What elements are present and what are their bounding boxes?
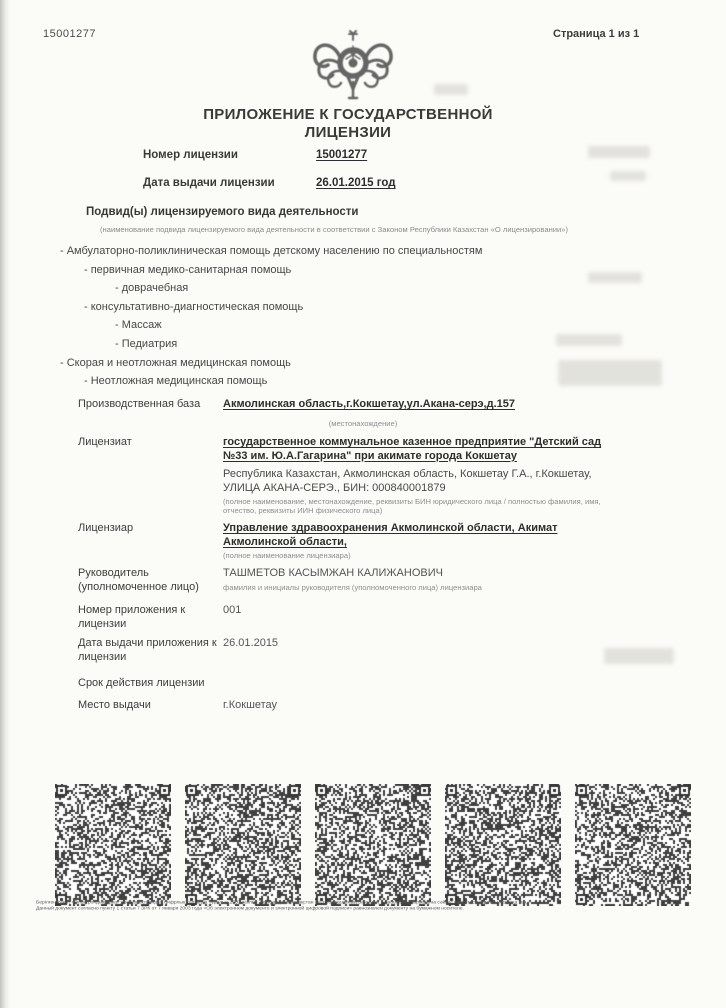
- licensor-row: [78, 522, 678, 560]
- issue-place-label: Место выдачи: [78, 699, 151, 711]
- license-number-value: 15001277: [316, 149, 368, 161]
- licensor-label: Лицензиар: [78, 522, 134, 534]
- appendix-date-label: Дата выдачи приложения к лицензии: [78, 637, 217, 663]
- license-number-row: [143, 149, 367, 161]
- footer-note-kk: Берілген құжат «Электрондық құжат және электрондық цифрлық қолтаңба туралы» 2003 жылғы 7 қаңтардағы Қазақстан Республикасының Заңының 7 бабының 1 тармағына сәйкес қағаз тасығыштағы құжатқа тең.: [36, 899, 528, 905]
- production-base-row: [78, 398, 678, 428]
- scan-smudge: [588, 146, 650, 158]
- subtype-item: - консультативно-диагностическая помощь: [84, 300, 304, 313]
- qr-stamp: [55, 784, 171, 906]
- subtype-item: - Амбулаторно-поликлиническая помощь детскому населению по специальностям: [60, 245, 483, 257]
- scan-edge-shadow: [0, 0, 10, 1008]
- kazakhstan-emblem-icon: [310, 30, 396, 106]
- licensee-address: Республика Казахстан, Акмолинская область, Кокшетау Г.А., г.Кокшетау, УЛИЦА АКАНА-СЕРЭ., БИН: 000840001879: [223, 468, 592, 494]
- issue-place-value: г.Кокшетау: [223, 699, 278, 711]
- scan-smudge: [610, 171, 646, 181]
- appendix-date-value: 26.01.2015: [223, 637, 279, 649]
- license-date-value: 26.01.2015 год: [316, 177, 396, 189]
- licensee-caption: (полное наименование, местонахождение, реквизиты БИН юридического лица / полностью фамилия, имя, отчество, реквизиты ИИН физического лица): [223, 497, 601, 515]
- issue-place-row: [78, 699, 678, 713]
- license-date-row: [143, 177, 396, 189]
- subtype-item: - доврачебная: [115, 282, 189, 295]
- doc-number: 15001277: [43, 28, 96, 40]
- validity-value: [223, 677, 628, 691]
- appendix-number-value: 001: [223, 604, 242, 616]
- subtype-item: - Массаж: [115, 319, 162, 332]
- qr-stamp: [445, 784, 561, 906]
- license-number-label: Номер лицензии: [143, 149, 238, 161]
- qr-stamp: [185, 784, 301, 906]
- head-person-label: Руководитель (уполномоченное лицо): [78, 567, 199, 593]
- production-base-label: Производственная база: [78, 398, 201, 410]
- subtypes-heading: Подвид(ы) лицензируемого вида деятельности: [86, 206, 359, 218]
- subtype-item: - Скорая и неотложная медицинская помощь: [60, 356, 291, 369]
- licensee-row: [78, 436, 678, 515]
- subtypes-caption: (наименование подвида лицензируемого вида деятельности в соответствии с Законом Республики Казахстан «О лицензировании»): [100, 225, 569, 234]
- production-base-value: Акмолинская область,г.Кокшетау,ул.Акана-серэ,д.157: [223, 398, 515, 410]
- head-person-name: ТАШМЕТОВ КАСЫМЖАН КАЛИЖАНОВИЧ: [223, 567, 443, 579]
- appendix-number-row: [78, 604, 678, 631]
- licensor-name: Управление здравоохранения Акмолинской области, Акимат Акмолинской области,: [223, 522, 558, 548]
- subtype-item: - Неотложная медицинская помощь: [84, 375, 268, 388]
- licensor-caption: (полное наименование лицензиара): [223, 551, 351, 560]
- production-base-caption: (местонахождение): [328, 418, 398, 428]
- page-indicator: Страница 1 из 1: [553, 28, 640, 40]
- page-title: [0, 106, 696, 141]
- validity-label: Срок действия лицензии: [78, 677, 205, 689]
- licensee-label: Лицензиат: [78, 436, 132, 448]
- scan-smudge: [434, 84, 468, 95]
- page-title-line2: ЛИЦЕНЗИИ: [304, 123, 392, 141]
- head-person-caption: фамилия и инициалы руководителя (уполномоченного лица) лицензиара: [223, 582, 482, 592]
- licensee-name: государственное коммунальное казенное предприятие "Детский сад №33 им. Ю.А.Гагарина" при акимате города Кокшетау: [223, 436, 602, 462]
- appendix-number-label: Номер приложения к лицензии: [78, 604, 186, 630]
- subtype-item: - Педиатрия: [115, 337, 178, 350]
- subtype-item: - первичная медико-санитарная помощь: [84, 263, 292, 276]
- footer-note: [36, 899, 706, 911]
- appendix-date-row: [78, 637, 678, 664]
- subtype-list: [0, 242, 700, 391]
- footer-note-ru: Данный документ согласно пункту 1 статьи 7 ЗРК от 7 января 2003 года «Об электронном документе и электронной цифровой подписи» равнозначен документу на бумажном носителе.: [36, 905, 464, 911]
- qr-stamp: [315, 784, 431, 906]
- qr-stamp: [575, 784, 691, 906]
- page-title-line1: ПРИЛОЖЕНИЕ К ГОСУДАРСТВЕННОЙ: [203, 106, 493, 123]
- validity-row: [78, 677, 678, 691]
- license-date-label: Дата выдачи лицензии: [143, 177, 275, 189]
- qr-stamp-strip: [55, 784, 691, 906]
- head-person-row: [78, 567, 678, 594]
